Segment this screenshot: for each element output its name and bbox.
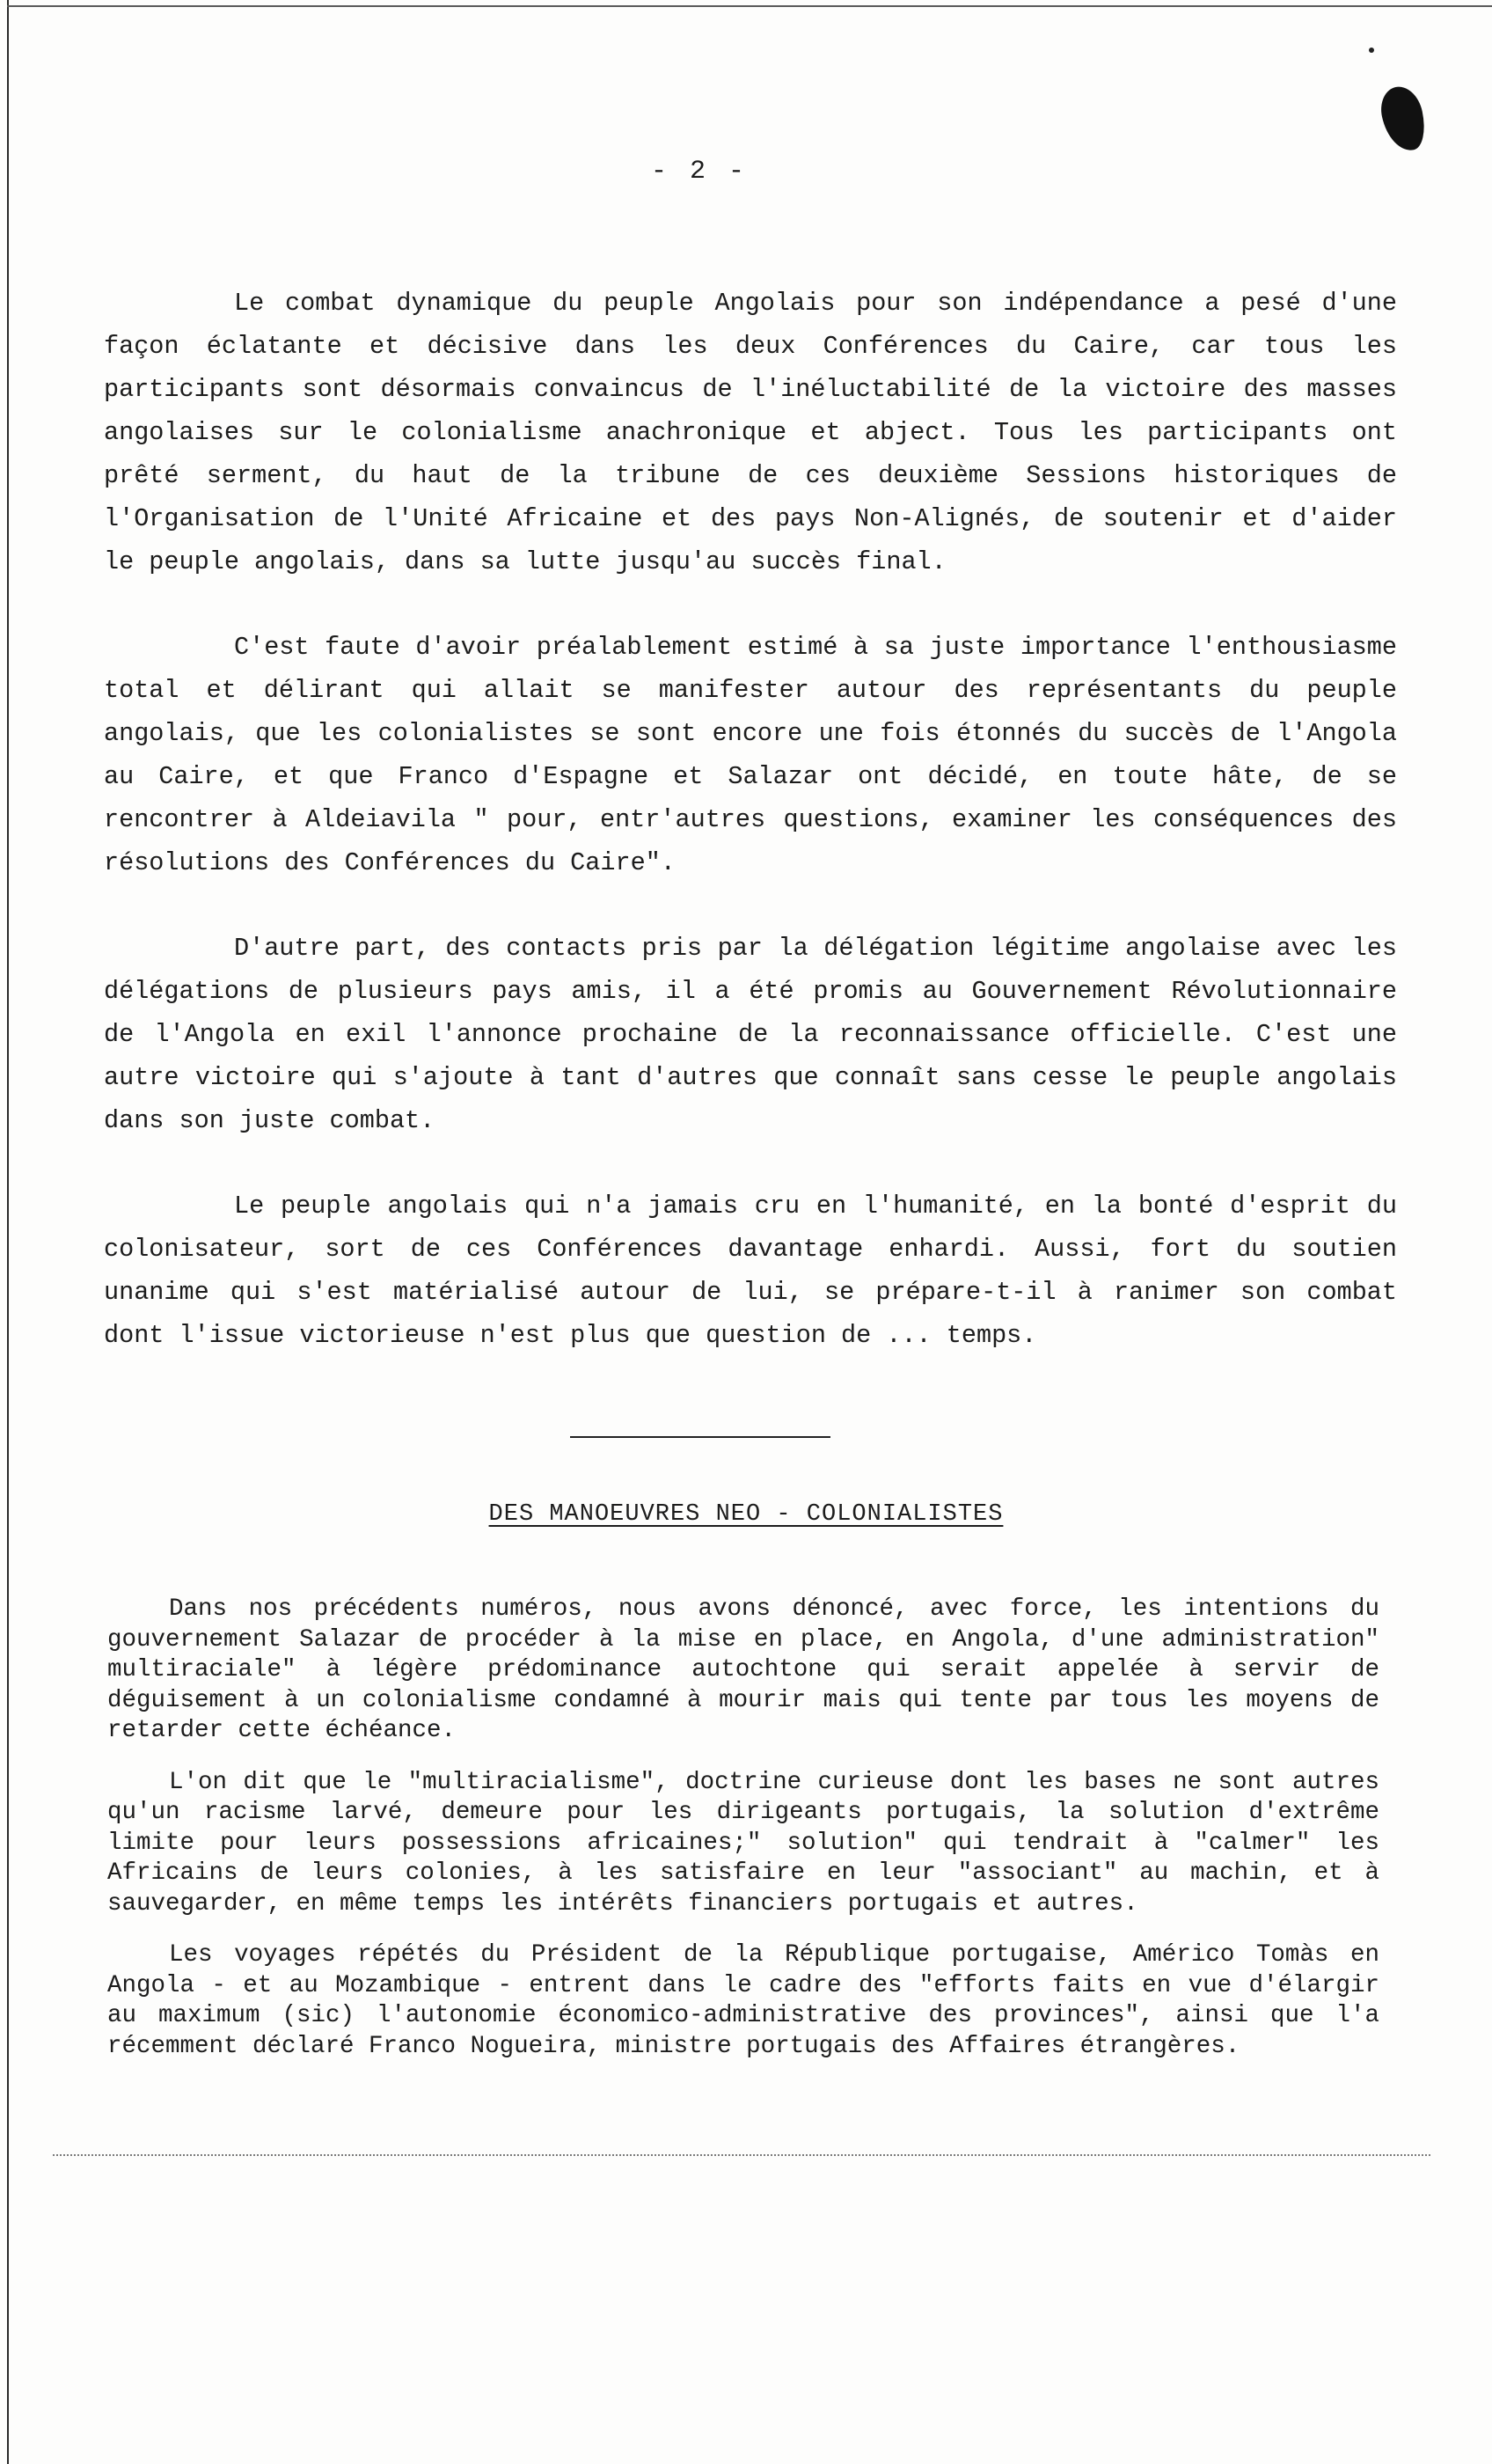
section-body: [107, 1595, 1379, 2074]
page-top-edge: [7, 5, 1492, 7]
paragraph: Les voyages répétés du Président de la République portugaise, Américo Tomàs en Angola - et au Mozambique - entrent dans le cadre des "efforts faits en vue d'élargir au maximum (sic) l'autonomie économico-administrative des provinces", ainsi que l'a récemment déclaré Franco Nogueira, ministre portugais des Affaires étrangères.: [107, 1941, 1379, 2060]
paragraph: Dans nos précédents numéros, nous avons dénoncé, avec force, les intentions du gouvernement Salazar de procéder à la mise en place, en Angola, d'une administration" multiraciale" à légère prédominance autochtone qui serait appelée à servir de déguisement à un colonialisme condamné à mourir mais qui tente par tous les moyens de retarder cette échéance.: [107, 1595, 1379, 1744]
page-left-edge: [7, 0, 9, 2464]
ink-speck: [1369, 48, 1374, 53]
article-body: [104, 282, 1397, 1399]
section-heading: DES MANOEUVRES NEO - COLONIALISTES: [488, 1501, 1004, 1528]
paragraph: Le peuple angolais qui n'a jamais cru en l'humanité, en la bonté d'esprit du colonisateur, sort de ces Conférences davantage enhardi. Aussi, fort du soutien unanime qui s'est matérialisé autour de lui, se prépare-t-il à ranimer son combat dont l'issue victorieuse n'est plus que question de ... temps.: [104, 1192, 1397, 1350]
ink-blot: [1377, 83, 1430, 155]
paragraph: L'on dit que le "multiracialisme", doctrine curieuse dont les bases ne sont autres qu'un racisme larvé, demeure pour les dirigeants portugais, la solution d'extrême limite pour leurs possessions africaines;" solution" qui tendrait à "calmer" les Africains de leurs colonies, à les satisfaire en leur "associant" au machin, et à sauvegarder, en même temps les intérêts financiers portugais et autres.: [107, 1768, 1379, 1918]
paragraph: D'autre part, des contacts pris par la délégation légitime angolaise avec les délégations de plusieurs pays amis, il a été promis au Gouvernement Révolutionnaire de l'Angola en exil l'annonce prochaine de la reconnaissance officielle. C'est une autre victoire qui s'ajoute à tant d'autres que connaît sans cesse le peuple angolais dans son juste combat.: [104, 934, 1397, 1135]
paragraph: C'est faute d'avoir préalablement estimé à sa juste importance l'enthousiasme total et délirant qui allait se manifester autour des représentants du peuple angolais, que les colonialistes se sont encore une fois étonnés du succès de l'Angola au Caire, et que Franco d'Espagne et Salazar ont décidé, en toute hâte, de se rencontrer à Aldeiavila " pour, entr'autres questions, examiner les conséquences des résolutions des Conférences du Caire".: [104, 633, 1397, 877]
paragraph: Le combat dynamique du peuple Angolais pour son indépendance a pesé d'une façon éclatante et décisive dans les deux Conférences du Caire, car tous les participants sont désormais convaincus de l'inéluctabilité de la victoire des masses angolaises sur le colonialisme anachronique et abject. Tous les participants ont prêté serment, du haut de la tribune de ces deuxième Sessions historiques de l'Organisation de l'Unité Africaine et des pays Non-Alignés, de soutenir et d'aider le peuple angolais, dans sa lutte jusqu'au succès final.: [104, 289, 1397, 576]
page-number: - 2 -: [650, 157, 748, 187]
bottom-rule: [53, 2154, 1430, 2156]
section-divider: [570, 1436, 830, 1438]
